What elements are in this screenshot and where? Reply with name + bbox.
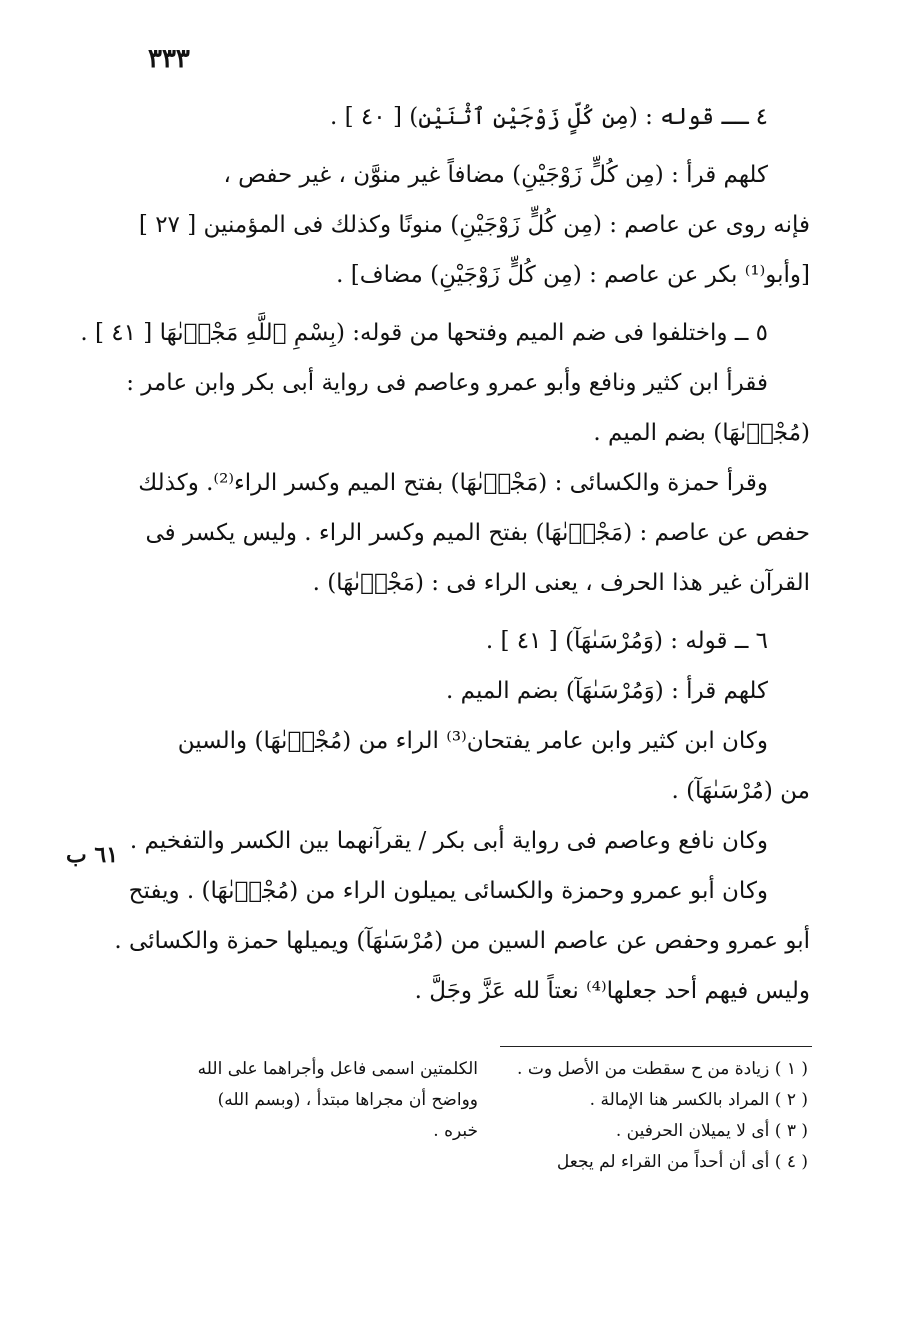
text-line: ٥ ــ واختلفوا فى ضم الميم وفتحها من قوله: (بِسْمِ ٱللَّهِ مَجْرٖىٰهَا [ ٤١ ] . <box>80 320 768 346</box>
footnote-continuation <box>148 1054 478 1147</box>
footnote-continued-line: الكلمتين اسمى فاعل وأجراهما على الله <box>197 1059 478 1079</box>
footnote: ( ٢ ) المراد بالكسر هنا الإمالة . <box>589 1090 808 1110</box>
footnotes-column <box>470 1054 808 1178</box>
text-line: حفص عن عاصم : (مَجْرٖىٰهَا) بفتح الميم وكسر الراء . وليس يكسر فى <box>145 520 810 546</box>
footnote: ( ٣ ) أى لا يميلان الحرفين . <box>615 1121 808 1141</box>
text-line: فقرأ ابن كثير ونافع وأبو عمرو وعاصم فى رواية أبى بكر وابن عامر : <box>126 370 768 396</box>
text-line: وكان نافع وعاصم فى رواية أبى بكر / يقرآنهما بين الكسر والتفخيم . <box>129 828 768 854</box>
text-line: (مُجْرٖىٰهَا) بضم الميم . <box>593 420 810 446</box>
footnote-continued-line: خبره . <box>433 1121 478 1141</box>
text-line: ٦ ــ قوله : (وَمُرْسَىٰهَآ) [ ٤١ ] . <box>485 628 768 654</box>
text-line: القرآن غير هذا الحرف ، يعنى الراء فى : (مَجْرٖىٰهَا) . <box>312 570 810 596</box>
text-line: من (مُرْسَىٰهَآ) . <box>671 778 810 804</box>
text-line: وكان أبو عمرو وحمزة والكسائى يميلون الراء من (مُجْرٖىٰهَا) . ويفتح <box>128 878 768 904</box>
text-line: وكان ابن كثير وابن عامر يفتحان⁽³⁾ الراء من (مُجْرٖىٰهَا) والسين <box>177 728 768 754</box>
footnote-continued-line: وواضح أن مجراها مبتدأ ، (وبسم الله) <box>217 1090 478 1110</box>
page-number: ٣٣٣ <box>148 44 190 74</box>
footnote: ( ٤ ) أى أن أحداً من القراء لم يجعل <box>556 1152 808 1172</box>
footnote: ( ١ ) زيادة من ح سقطت من الأصل وت . <box>517 1059 808 1079</box>
text-line: وليس فيهم أحد جعلها⁽⁴⁾ نعتاً لله عَزَّ وجَلَّ . <box>414 978 810 1004</box>
text-line: كلهم قرأ : (وَمُرْسَىٰهَآ) بضم الميم . <box>446 678 768 704</box>
footnote-divider <box>500 1046 812 1047</box>
text-line: ٤ ــ قوله : (مِن كُلٍّ زَوْجَيْنِ ٱثْنَيْنِ) [ ٤٠ ] . <box>330 104 768 130</box>
text-line: كلهم قرأ : (مِن كُلٍّ زَوْجَيْنِ) مضافاً غير منوَّن ، غير حفص ، <box>223 162 768 188</box>
text-line: فإنه روى عن عاصم : (مِن كُلٍّ زَوْجَيْنِ) منونًا وكذلك فى المؤمنين [ ٢٧ ] <box>138 212 810 238</box>
text-line: وقرأ حمزة والكسائى : (مَجْرٖىٰهَا) بفتح الميم وكسر الراء⁽²⁾. وكذلك <box>138 470 768 496</box>
text-line: أبو عمرو وحفص عن عاصم السين من (مُرْسَىٰهَآ) ويميلها حمزة والكسائى . <box>114 928 810 954</box>
text-line: [وأبو⁽¹⁾ بكر عن عاصم : (مِن كُلٍّ زَوْجَيْنِ) مضاف] . <box>336 262 810 288</box>
folio-margin-note: ٦١ ب <box>66 842 119 868</box>
